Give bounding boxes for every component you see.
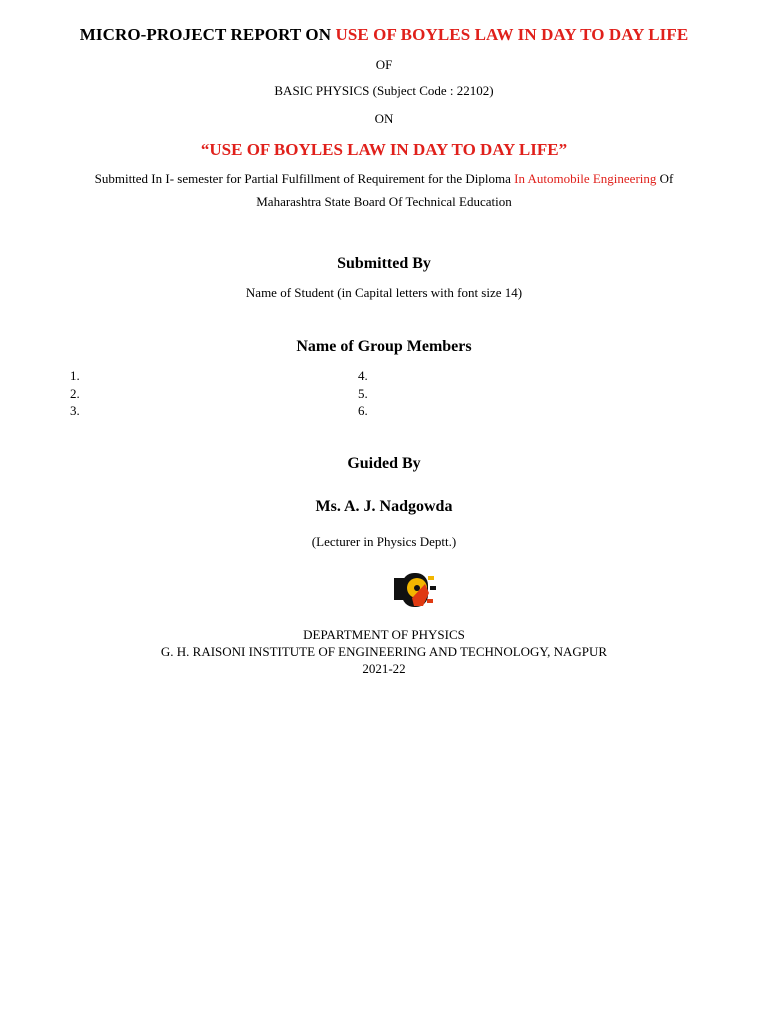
member-number-2: 2. [70, 386, 80, 401]
guided-by-heading: Guided By [347, 455, 421, 472]
subject-line: BASIC PHYSICS (Subject Code : 22102) [274, 83, 494, 98]
institute-name: G. H. RAISONI INSTITUTE OF ENGINEERING AND TECHNOLOGY, NAGPUR [160, 644, 608, 659]
on-label: ON [374, 111, 394, 126]
report-title-prefix: MICRO-PROJECT REPORT ON [79, 25, 336, 44]
member-number-5: 5. [358, 386, 368, 401]
submitted-by-heading: Submitted By [337, 255, 431, 272]
report-title-highlight: USE OF BOYLES LAW IN DAY TO DAY LIFE [335, 25, 689, 44]
guide-role: (Lecturer in Physics Deptt.) [311, 534, 457, 549]
quoted-project-title: “USE OF BOYLES LAW IN DAY TO DAY LIFE” [200, 140, 568, 159]
member-number-3: 3. [70, 403, 80, 418]
submission-branch: In Automobile Engineering [514, 171, 657, 186]
academic-year: 2021-22 [362, 661, 406, 676]
of-label: OF [375, 57, 393, 72]
department-name: DEPARTMENT OF PHYSICS [303, 627, 465, 642]
report-title [0, 25, 768, 45]
member-number-4: 4. [358, 368, 368, 383]
member-number-6: 6. [358, 403, 368, 418]
group-members-heading: Name of Group Members [296, 338, 472, 355]
student-name-note: Name of Student (in Capital letters with font size 14) [245, 285, 523, 300]
submission-suffix: Of [656, 171, 674, 186]
guide-name: Ms. A. J. Nadgowda [315, 498, 453, 515]
board-name: Maharashtra State Board Of Technical Education [256, 194, 512, 209]
institute-logo-icon [392, 568, 440, 612]
submission-prefix: Submitted In I- semester for Partial Fulfillment of Requirement for the Diploma [94, 171, 515, 186]
submission-statement [0, 171, 768, 187]
member-number-1: 1. [70, 368, 80, 383]
